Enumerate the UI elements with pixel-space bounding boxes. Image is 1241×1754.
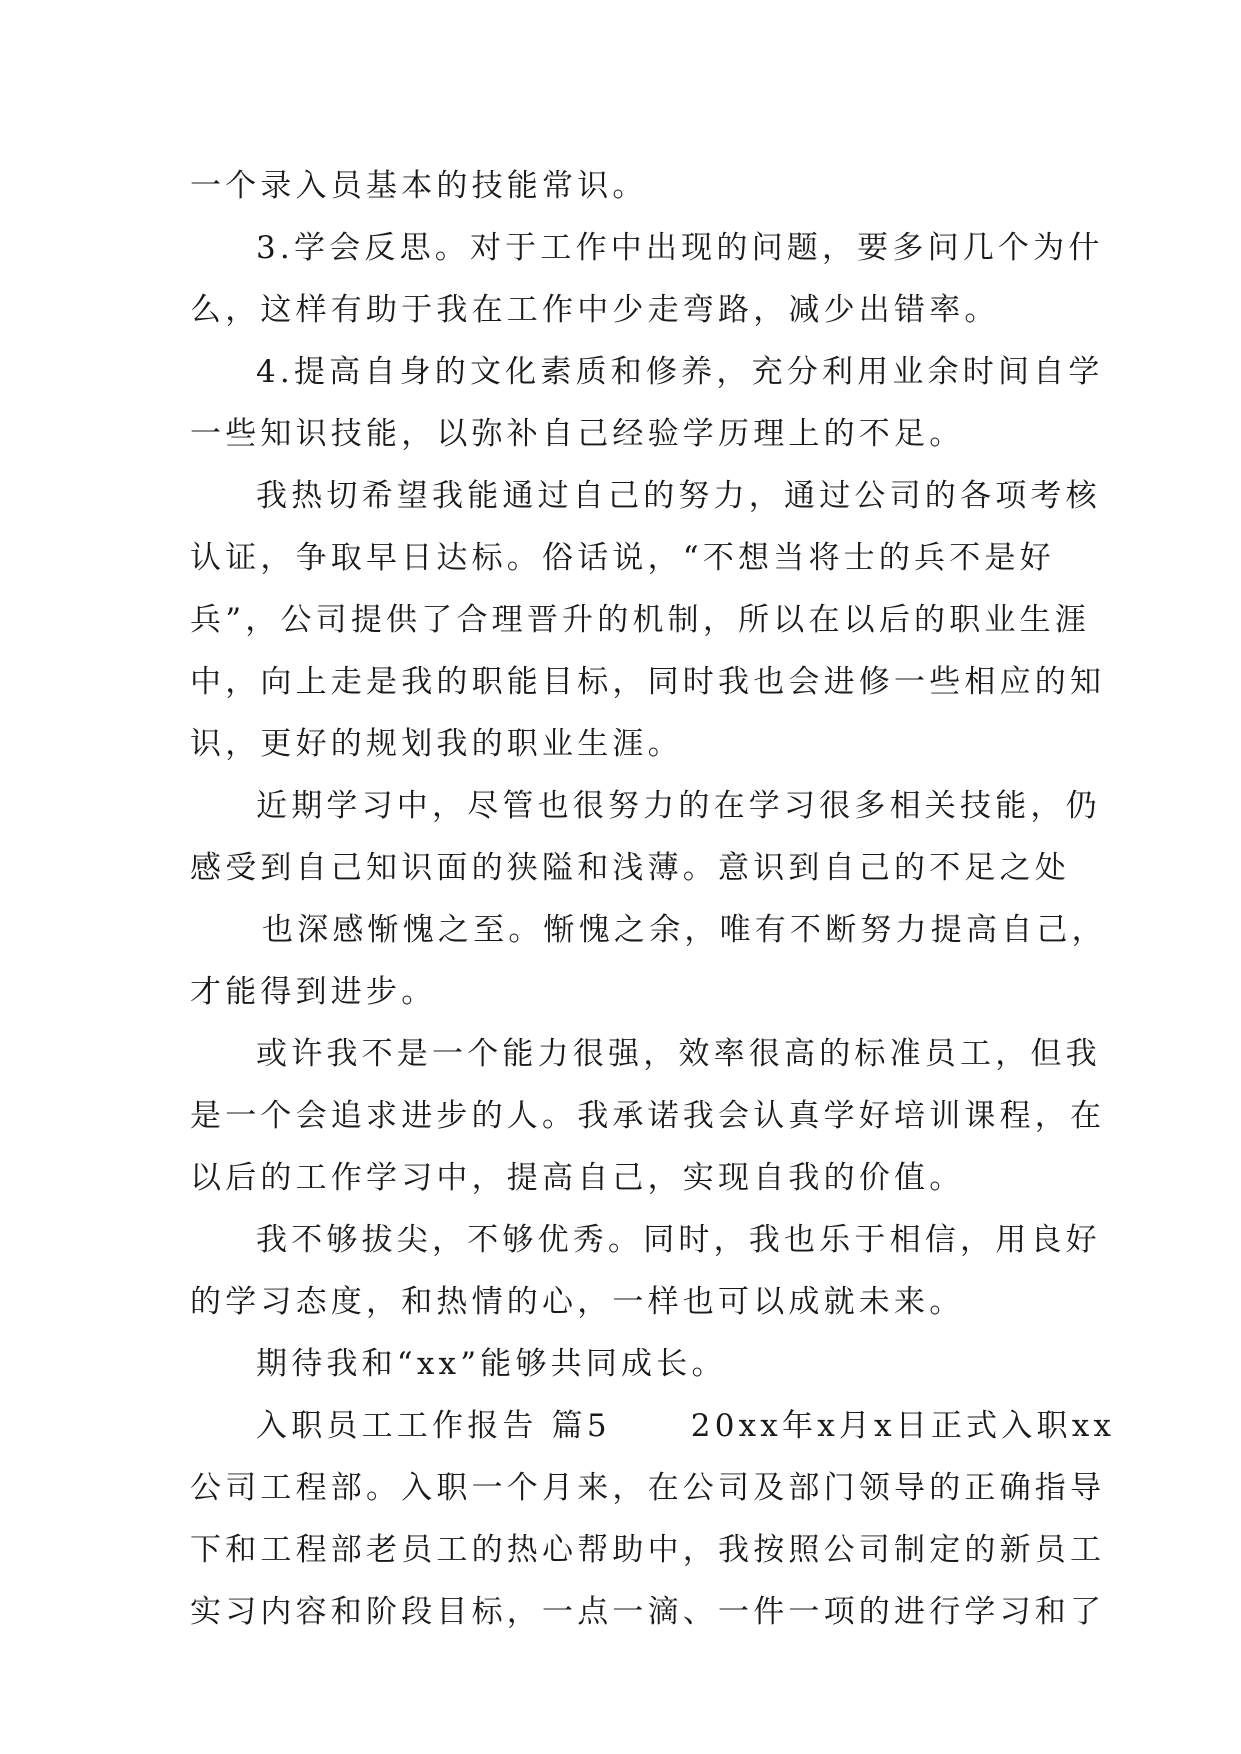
section-lead: 20xx年x月x日正式入职xx — [690, 1408, 1116, 1444]
document-body — [190, 155, 1116, 1643]
text-line: 的学习态度，和热情的心，一样也可以成就未来。 — [190, 1284, 965, 1320]
text-line: 实习内容和阶段目标，一点一滴、一件一项的进行学习和了 — [190, 1594, 1106, 1630]
text-line: 才能得到进步。 — [190, 974, 437, 1010]
text-line: 期待我和“xx”能够共同成长。 — [256, 1346, 727, 1382]
text-line: 兵”，公司提供了合理晋升的机制，所以在以后的职业生涯 — [190, 602, 1091, 638]
text-line: 一个录入员基本的技能常识。 — [190, 168, 648, 204]
text-line: 是一个会追求进步的人。我承诺我会认真学好培训课程，在 — [190, 1098, 1106, 1134]
text-line: 么，这样有助于我在工作中少走弯路，减少出错率。 — [190, 292, 1000, 328]
text-line: 下和工程部老员工的热心帮助中，我按照公司制定的新员工 — [190, 1532, 1106, 1568]
text-line: 3.学会反思。对于工作中出现的问题，要多问几个为什 — [256, 230, 1104, 266]
text-line: 也深感惭愧之至。惭愧之余，唯有不断努力提高自己， — [262, 912, 1107, 948]
text-line: 近期学习中，尽管也很努力的在学习很多相关技能，仍 — [256, 788, 1101, 824]
text-line: 认证，争取早日达标。俗话说，“不想当将士的兵不是好 — [190, 540, 1055, 576]
text-line: 中，向上走是我的职能目标，同时我也会进修一些相应的知 — [190, 664, 1106, 700]
section-heading: 入职员工工作报告 篇5 — [256, 1408, 611, 1444]
text-line: 识，更好的规划我的职业生涯。 — [190, 726, 683, 762]
section-heading-line — [190, 1395, 1116, 1457]
text-line: 我不够拔尖，不够优秀。同时，我也乐于相信，用良好 — [256, 1222, 1101, 1258]
text-line: 以后的工作学习中，提高自己，实现自我的价值。 — [190, 1160, 965, 1196]
text-line: 公司工程部。入职一个月来，在公司及部门领导的正确指导 — [190, 1470, 1106, 1506]
text-line: 我热切希望我能通过自己的努力，通过公司的各项考核 — [256, 478, 1101, 514]
text-line: 感受到自己知识面的狭隘和浅薄。意识到自己的不足之处 — [190, 850, 1070, 886]
text-line: 或许我不是一个能力很强，效率很高的标准员工，但我 — [256, 1036, 1101, 1072]
text-line: 4.提高自身的文化素质和修养，充分利用业余时间自学 — [256, 354, 1104, 390]
text-line: 一些知识技能，以弥补自己经验学历理上的不足。 — [190, 416, 965, 452]
